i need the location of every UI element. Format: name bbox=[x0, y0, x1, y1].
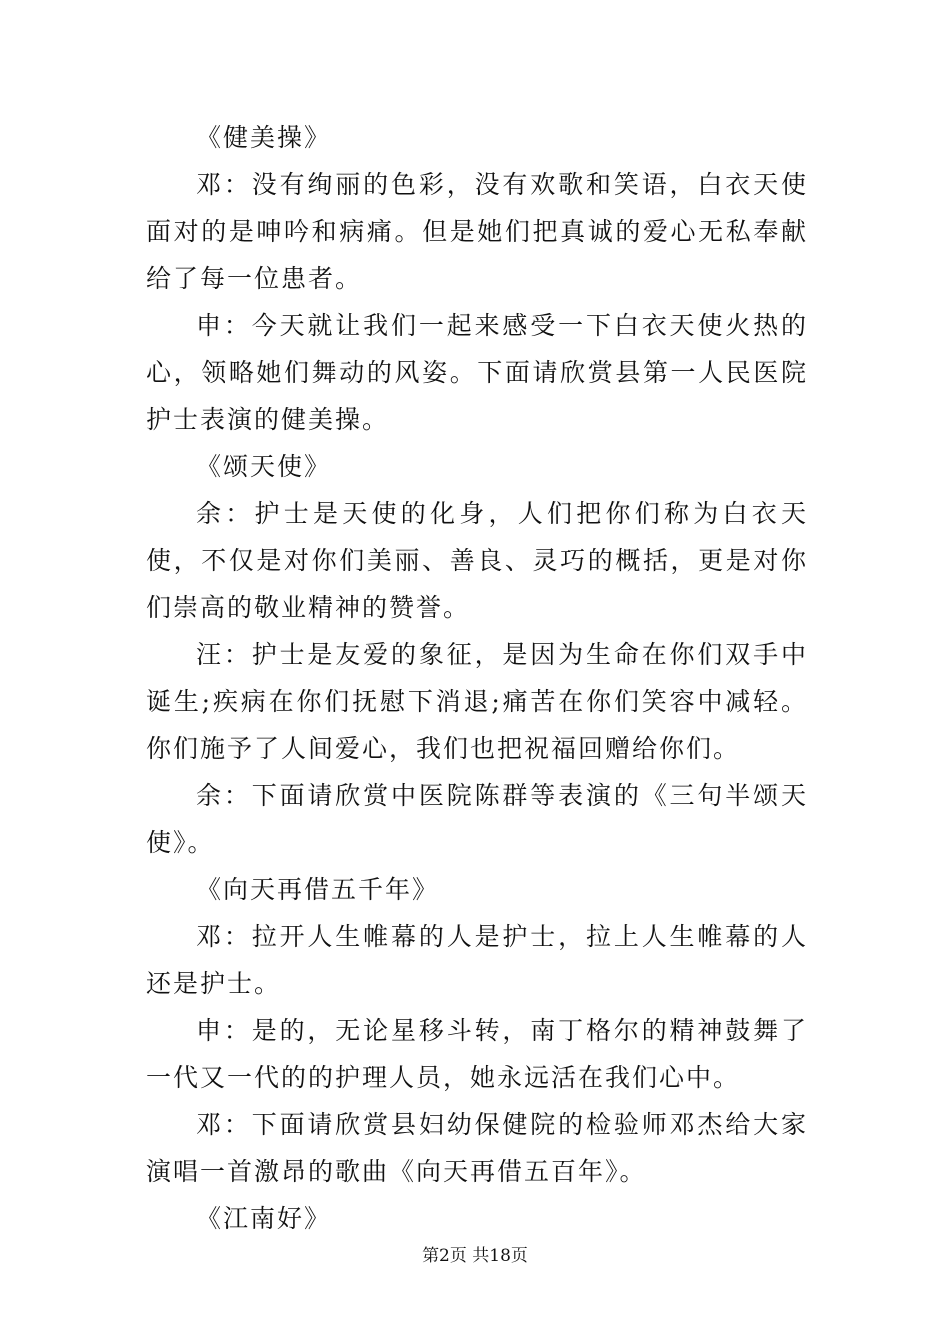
paragraph-yu-1: 余：护士是天使的化身，人们把你们称为白衣天使，不仅是对你们美丽、善良、灵巧的概括，更是对你们崇高的敬业精神的赞誉。 bbox=[146, 499, 808, 622]
section-title-xiangtian: 《向天再借五千年》 bbox=[196, 875, 440, 904]
paragraph-deng-3: 邓：下面请欣赏县妇幼保健院的检验师邓杰给大家演唱一首激昂的歌曲《向天再借五百年》。 bbox=[146, 1110, 808, 1186]
paragraph-wang-1: 汪：护士是友爱的象征，是因为生命在你们双手中诞生;疾病在你们抚慰下消退;痛苦在你们笑容中减轻。你们施予了人间爱心，我们也把祝福回赠给你们。 bbox=[146, 640, 808, 763]
paragraph-deng-2: 邓：拉开人生帷幕的人是护士，拉上人生帷幕的人还是护士。 bbox=[146, 922, 808, 998]
section-title-jiangnanhao: 《江南好》 bbox=[196, 1204, 332, 1233]
page-footer: 第2页 共18页 bbox=[422, 1246, 528, 1266]
paragraph-deng-1: 邓：没有绚丽的色彩，没有欢歌和笑语，白衣天使面对的是呻吟和病痛。但是她们把真诚的爱心无私奉献给了每一位患者。 bbox=[146, 170, 808, 293]
section-title-jianmeicao: 《健美操》 bbox=[196, 123, 332, 152]
paragraph-shen-2: 申：是的，无论星移斗转，南丁格尔的精神鼓舞了一代又一代的的护理人员，她永远活在我们心中。 bbox=[146, 1016, 808, 1092]
paragraph-shen-1: 申：今天就让我们一起来感受一下白衣天使火热的心，领略她们舞动的风姿。下面请欣赏县第一人民医院护士表演的健美操。 bbox=[146, 311, 808, 434]
document-body bbox=[146, 114, 808, 1242]
paragraph-yu-2: 余：下面请欣赏中医院陈群等表演的《三句半颂天使》。 bbox=[146, 781, 808, 857]
section-title-songtianshi: 《颂天使》 bbox=[196, 452, 332, 481]
